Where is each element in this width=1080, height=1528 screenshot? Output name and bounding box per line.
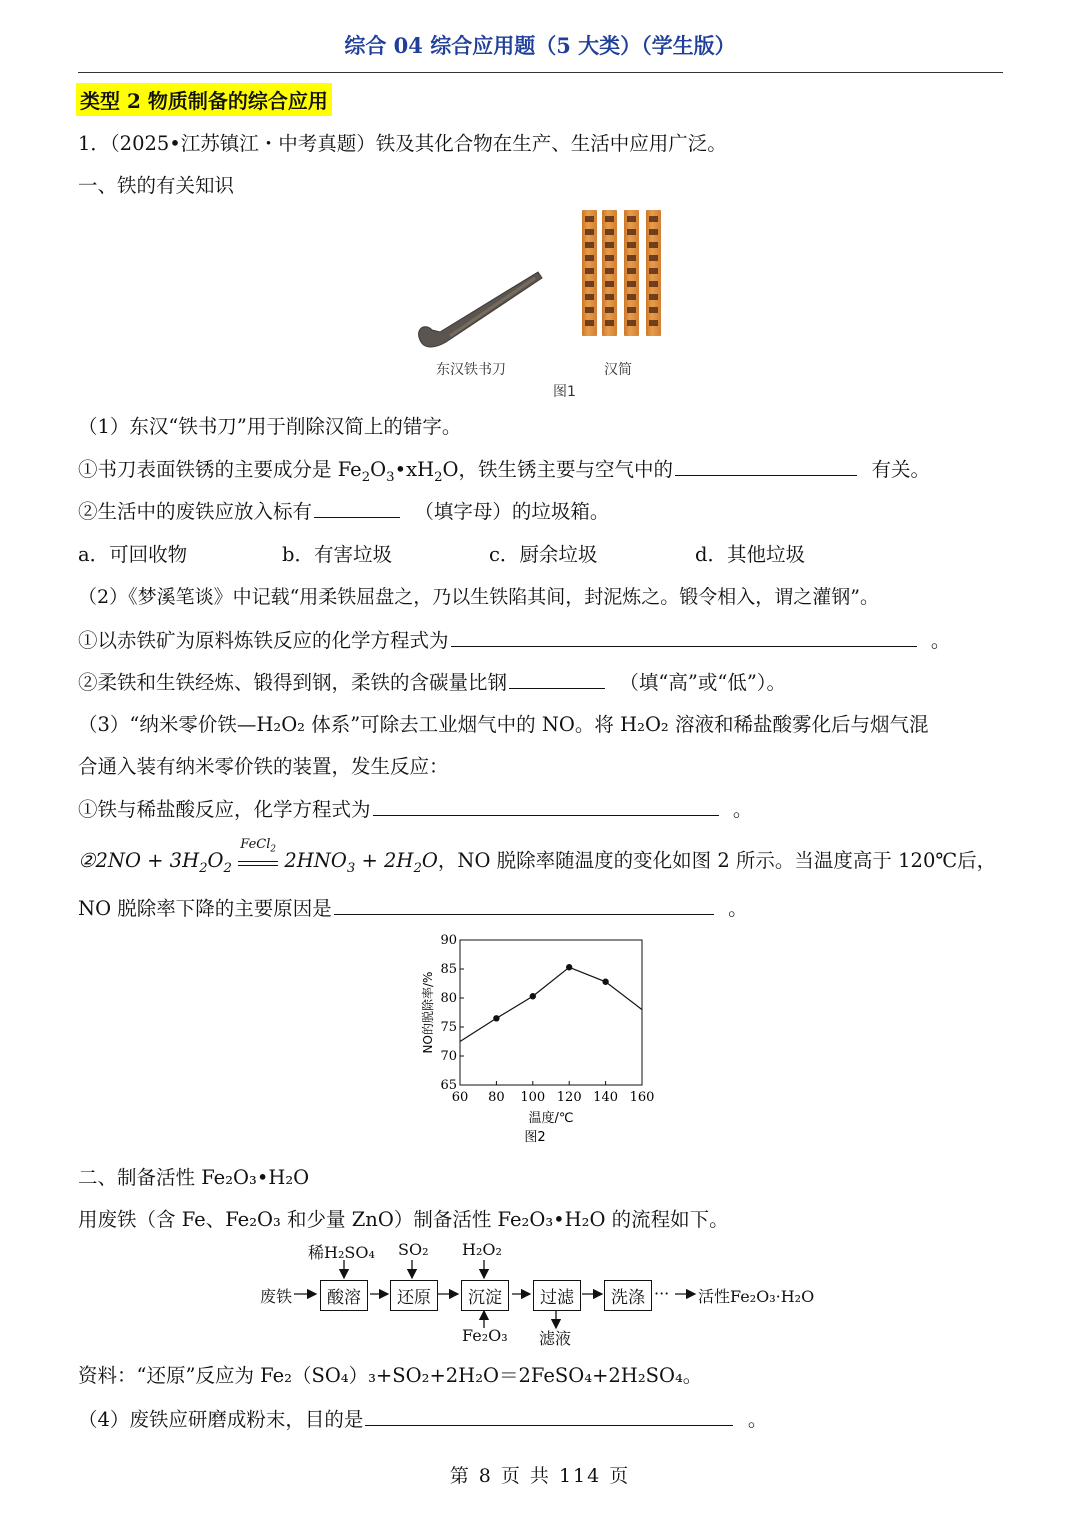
option-a: a．可回收物 xyxy=(78,543,188,566)
x-tick-label: 100 xyxy=(520,1090,546,1105)
header-divider xyxy=(78,72,1003,73)
part2-intro: 用废铁（含 Fe、Fe₂O₃ 和少量 ZnO）制备活性 Fe₂O₃•H₂O 的流程如下。 xyxy=(78,1208,729,1231)
data-point xyxy=(493,1015,499,1021)
flow-step-acid-dissolve: 酸溶 xyxy=(320,1280,368,1311)
slip-character xyxy=(649,320,658,326)
slip-character xyxy=(585,294,594,300)
page-header-title: 综合 04 综合应用题（5 大类）（学生版） xyxy=(344,33,736,58)
slip-character xyxy=(585,255,594,261)
answer-blank[interactable] xyxy=(334,895,714,916)
answer-blank[interactable] xyxy=(509,669,605,690)
series-line xyxy=(460,967,642,1041)
answer-blank[interactable] xyxy=(675,456,857,477)
figure-1-label: 图1 xyxy=(553,384,576,400)
y-tick-label: 70 xyxy=(440,1049,457,1064)
answer-blank[interactable] xyxy=(314,498,400,519)
chart-frame xyxy=(460,940,642,1085)
slip-character xyxy=(649,281,658,287)
page-footer: 第 8 页 共 114 页 xyxy=(449,1465,631,1487)
slip-character xyxy=(627,242,636,248)
slip-character xyxy=(585,229,594,235)
q3-line-1: （3）“纳米零价铁—H₂O₂ 体系”可除去工业烟气中的 NO。将 H₂O₂ 溶液和稀盐酸雾化后与烟气混 xyxy=(78,713,929,736)
x-tick-label: 60 xyxy=(451,1090,469,1105)
flow-product: 活性Fe₂O₃·H₂O xyxy=(698,1287,815,1306)
slip-character xyxy=(649,268,658,274)
data-point xyxy=(566,964,572,970)
slip-character xyxy=(627,229,636,235)
y-tick-label: 90 xyxy=(440,933,457,948)
slip-character xyxy=(585,281,594,287)
slip-character xyxy=(627,268,636,274)
slip-character xyxy=(605,229,614,235)
flow-reagent-so2: SO₂ xyxy=(398,1240,429,1259)
flow-step-reduction: 还原 xyxy=(390,1280,438,1311)
question-intro: 1．（2025•江苏镇江・中考真题）铁及其化合物在生产、生活中应用广泛。 xyxy=(78,132,727,155)
q1-part-a: ①书刀表面铁锈的主要成分是 $Fe_2O_3•xH_2O$，铁生锈主要与空气中的 有关。 xyxy=(78,454,930,485)
flow-reagent-h2so4: 稀H₂SO₄ xyxy=(308,1243,375,1262)
slip-character xyxy=(585,242,594,248)
y-tick-label: 80 xyxy=(440,991,457,1006)
slip-character xyxy=(649,242,658,248)
x-tick-label: 120 xyxy=(556,1090,582,1105)
x-axis-label: 温度/℃ xyxy=(528,1111,574,1126)
answer-blank[interactable] xyxy=(365,1406,733,1427)
q3-part-c: NO 脱除率下降的主要原因是 。 xyxy=(78,893,748,921)
caption-slips: 汉简 xyxy=(604,362,632,378)
slip-character xyxy=(585,268,594,274)
q1-stem: （1）东汉“铁书刀”用于削除汉简上的错字。 xyxy=(78,415,462,438)
q3-part-b: ②2NO + $3H_2O_2$ FeCl$_2$ $2HNO_3 + 2H_2O$，NO 脱除率随温度的变化如图 2 所示。当温度高于 120℃后， xyxy=(78,837,997,876)
flow-step-filtration: 过滤 xyxy=(533,1280,581,1311)
slip-character xyxy=(605,320,614,326)
q1-part-b: ②生活中的废铁应放入标有 （填字母）的垃圾箱。 xyxy=(78,496,609,524)
slip-character xyxy=(585,307,594,313)
part1-title: 一、铁的有关知识 xyxy=(78,174,235,197)
slip-character xyxy=(605,268,614,274)
process-flow-diagram xyxy=(250,1238,830,1353)
slip-character xyxy=(605,242,614,248)
slip-character xyxy=(649,229,658,235)
slip-character xyxy=(627,281,636,287)
option-c: c．厨余垃圾 xyxy=(489,543,598,566)
slip-character xyxy=(605,255,614,261)
slip-character xyxy=(649,307,658,313)
figure-2-label: 图2 xyxy=(524,1130,546,1145)
slip-character xyxy=(649,294,658,300)
data-point xyxy=(530,993,536,999)
figure-2-chart xyxy=(412,930,682,1150)
slip-character xyxy=(585,320,594,326)
x-tick-label: 80 xyxy=(488,1090,505,1105)
answer-blank[interactable] xyxy=(451,627,917,648)
info-note: 资料：“还原”反应为 Fe₂（SO₄）₃+SO₂+2H₂O＝2FeSO₄+2H₂SO₄。 xyxy=(78,1364,703,1387)
y-tick-label: 85 xyxy=(440,962,457,977)
q3-line-2: 合通入装有纳米零价铁的装置，发生反应： xyxy=(78,755,449,778)
slip-character xyxy=(605,307,614,313)
flow-step-washing: 洗涤 xyxy=(604,1280,652,1311)
slip-character xyxy=(605,216,614,222)
slip-character xyxy=(627,307,636,313)
slip-character xyxy=(585,216,594,222)
option-b: b．有害垃圾 xyxy=(282,543,392,566)
slip-character xyxy=(649,255,658,261)
x-tick-label: 160 xyxy=(629,1090,655,1105)
q4: （4）废铁应研磨成粉末，目的是 。 xyxy=(78,1404,767,1432)
han-bamboo-slips-image xyxy=(580,210,675,350)
figure-1 xyxy=(410,205,680,400)
q2-part-a: ①以赤铁矿为原料炼铁反应的化学方程式为 。 xyxy=(78,625,950,653)
data-point xyxy=(602,979,608,985)
y-axis-label: NO的脱除率/% xyxy=(421,971,435,1054)
y-tick-label: 75 xyxy=(440,1020,457,1035)
part2-title: 二、制备活性 Fe₂O₃•H₂O xyxy=(78,1166,310,1189)
slip-character xyxy=(627,320,636,326)
flow-step-precipitation: 沉淀 xyxy=(461,1280,509,1311)
flow-start-label: 废铁 xyxy=(260,1287,293,1306)
flow-reagent-h2o2: H₂O₂ xyxy=(462,1240,502,1259)
iron-knife-image xyxy=(410,260,550,350)
q2-part-b: ②柔铁和生铁经炼、锻得到钢，柔铁的含碳量比钢 （填“高”或“低”）。 xyxy=(78,667,786,695)
x-tick-label: 140 xyxy=(593,1090,619,1105)
section-type-tag: 类型 2 物质制备的综合应用 xyxy=(76,83,332,116)
slip-character xyxy=(605,294,614,300)
option-d: d．其他垃圾 xyxy=(695,543,805,566)
slip-character xyxy=(627,216,636,222)
catalyst-arrow: FeCl$_2$ xyxy=(238,857,278,866)
y-tick-label: 65 xyxy=(440,1078,457,1093)
q3-part-a: ①铁与稀盐酸反应，化学方程式为 。 xyxy=(78,794,752,822)
caption-knife: 东汉铁书刀 xyxy=(436,362,506,378)
slip-character xyxy=(627,294,636,300)
flow-dots: ··· xyxy=(654,1284,670,1303)
q2-stem: （2）《梦溪笔谈》中记载“用柔铁屈盘之，乃以生铁陷其间，封泥炼之。锻令相入，谓之灌钢”。 xyxy=(78,586,880,608)
slip-character xyxy=(605,281,614,287)
slip-character xyxy=(627,255,636,261)
answer-blank[interactable] xyxy=(373,796,719,817)
flow-side-output: 滤液 xyxy=(539,1329,572,1348)
slip-character xyxy=(649,216,658,222)
flow-side-input: Fe₂O₃ xyxy=(462,1326,508,1345)
